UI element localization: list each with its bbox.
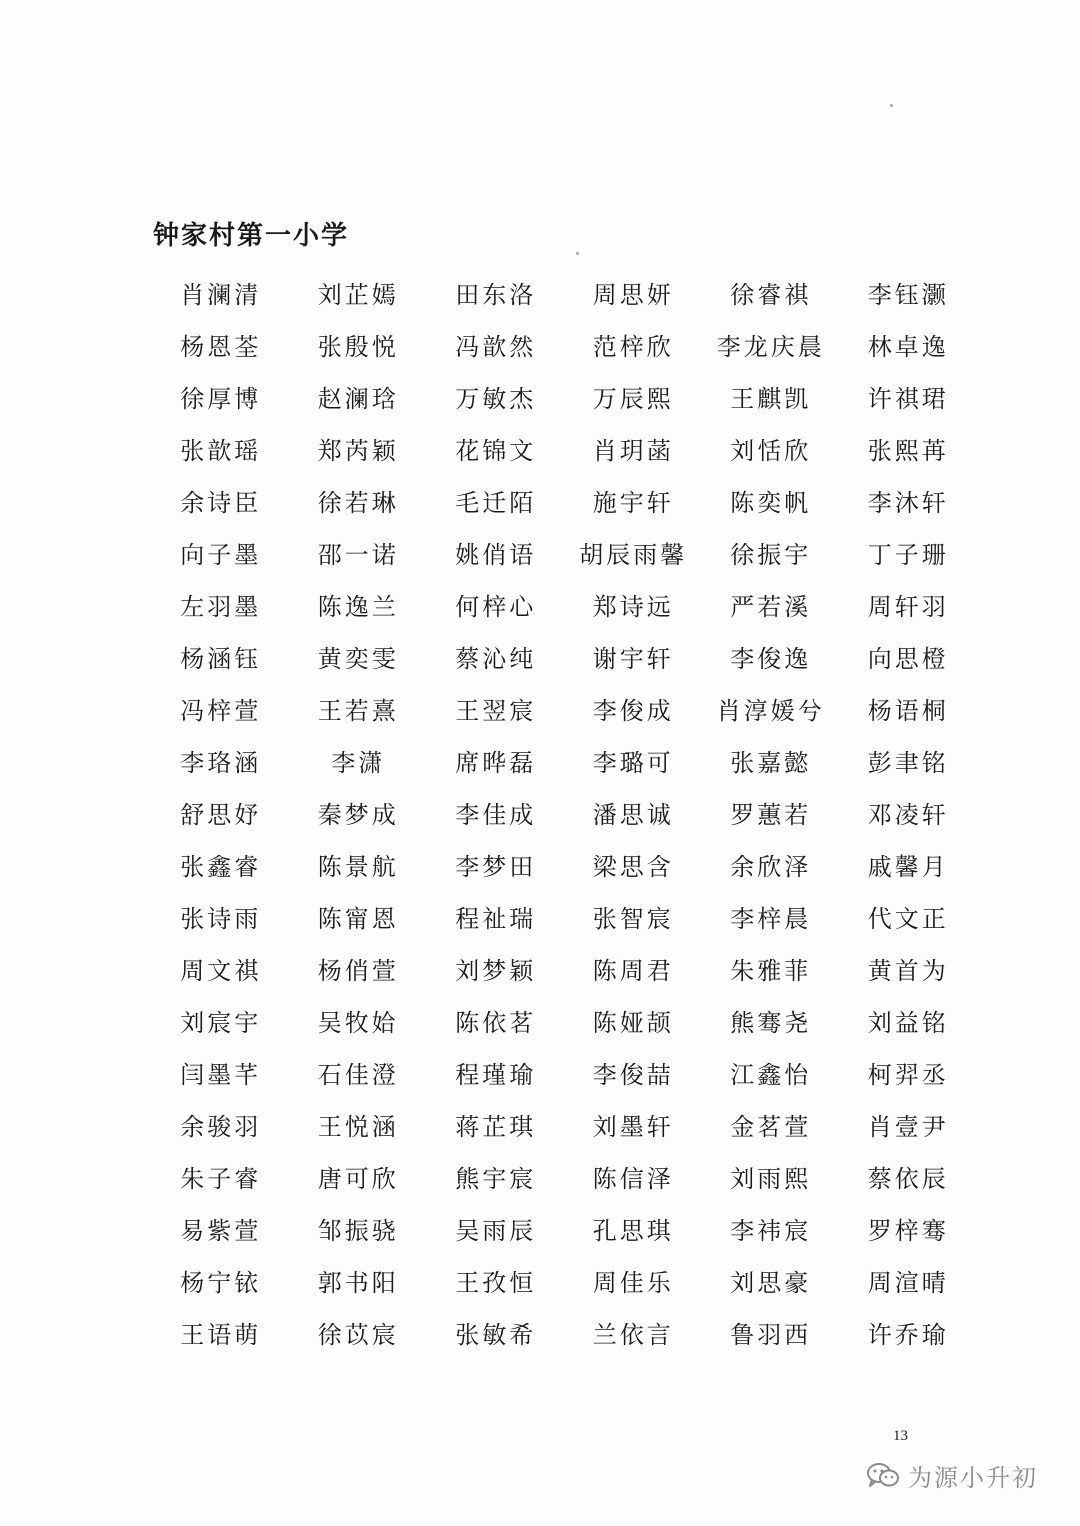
student-name: 陈周君 [592,956,674,985]
student-name: 田东洛 [455,280,537,309]
student-name: 朱雅菲 [730,956,812,985]
name-row [152,838,978,890]
student-name: 周文祺 [180,956,262,985]
name-row [152,1046,978,1098]
student-name: 余骏羽 [180,1112,262,1141]
student-name: 施宇轩 [592,488,674,517]
name-row [152,474,978,526]
name-row [152,1150,978,1202]
student-name: 郑芮颖 [317,436,399,465]
student-name: 花锦文 [455,436,537,465]
student-name: 姚俏语 [455,540,537,569]
student-name: 吴雨辰 [455,1216,537,1245]
student-name: 杨涵钰 [180,644,262,673]
student-name: 刘思豪 [730,1268,812,1297]
student-name: 胡辰雨馨 [579,540,688,569]
student-name: 向思橙 [867,644,949,673]
student-name: 李佳成 [455,800,537,829]
student-name: 范梓欣 [592,332,674,361]
student-name: 余诗臣 [180,488,262,517]
student-name: 刘益铭 [867,1008,949,1037]
student-name: 刘宸宇 [180,1008,262,1037]
name-row [152,422,978,474]
student-name: 左羽墨 [180,592,262,621]
student-name: 杨宁铱 [180,1268,262,1297]
student-name: 李钰灏 [867,280,949,309]
student-name: 李俊喆 [592,1060,674,1089]
student-name: 李梦田 [455,852,537,881]
student-name: 向子墨 [180,540,262,569]
school-heading: 钟家村第一小学 [153,221,350,251]
student-name: 许乔瑜 [867,1320,949,1349]
student-name: 秦梦成 [317,800,399,829]
student-name: 徐若琳 [317,488,399,517]
student-name: 肖壹尹 [867,1112,949,1141]
student-name: 周渲晴 [867,1268,949,1297]
student-name: 冯梓萱 [180,696,262,725]
student-name: 李梓晨 [730,904,812,933]
name-row [152,630,978,682]
student-name: 熊宇宸 [455,1164,537,1193]
watermark [866,1458,1038,1493]
name-row [152,578,978,630]
student-name: 兰依言 [592,1320,674,1349]
student-name: 严若溪 [730,592,812,621]
name-row [152,786,978,838]
student-name: 李祎宸 [730,1216,812,1245]
student-name: 席晔磊 [455,748,537,777]
name-row [152,890,978,942]
student-name: 李珞涵 [180,748,262,777]
student-name: 丁子珊 [867,540,949,569]
name-row [152,1202,978,1254]
student-name: 潘思诚 [592,800,674,829]
student-name: 万敏杰 [455,384,537,413]
name-row [152,994,978,1046]
student-name: 罗梓骞 [867,1216,949,1245]
student-name: 万辰熙 [592,384,674,413]
student-name: 蔡沁纯 [455,644,537,673]
name-row [152,1306,978,1358]
student-name: 张歆瑶 [180,436,262,465]
student-name: 郭书阳 [317,1268,399,1297]
student-name: 李龙庆晨 [716,332,825,361]
wechat-icon [866,1462,900,1490]
student-name: 王若熹 [317,696,399,725]
student-name: 梁思含 [592,852,674,881]
student-name: 杨俏萱 [317,956,399,985]
name-grid [152,266,978,1358]
student-name: 邵一诺 [317,540,399,569]
student-name: 杨恩荃 [180,332,262,361]
student-name: 蒋芷琪 [455,1112,537,1141]
student-name: 程祉瑞 [455,904,537,933]
student-name: 王麒凯 [730,384,812,413]
student-name: 郑诗远 [592,592,674,621]
student-name: 孔思琪 [592,1216,674,1245]
name-row [152,370,978,422]
student-name: 朱子睿 [180,1164,262,1193]
student-name: 黄首为 [867,956,949,985]
student-name: 陈逸兰 [317,592,399,621]
student-name: 肖澜清 [180,280,262,309]
page-number: 13 [893,1428,908,1444]
name-row [152,682,978,734]
student-name: 熊骞尧 [730,1008,812,1037]
student-name: 肖淳媛兮 [716,696,825,725]
scan-speck [890,104,893,107]
student-name: 王语萌 [180,1320,262,1349]
student-name: 邓凌轩 [867,800,949,829]
student-name: 何梓心 [455,592,537,621]
student-name: 张嘉懿 [730,748,812,777]
name-row [152,526,978,578]
student-name: 冯歆然 [455,332,537,361]
student-name: 刘梦颖 [455,956,537,985]
student-name: 刘芷嫣 [317,280,399,309]
student-name: 李沐轩 [867,488,949,517]
student-name: 陈甯恩 [317,904,399,933]
student-name: 易紫萱 [180,1216,262,1245]
student-name: 徐苡宸 [317,1320,399,1349]
student-name: 王翌宸 [455,696,537,725]
name-row [152,734,978,786]
student-name: 刘墨轩 [592,1112,674,1141]
name-row [152,942,978,994]
student-name: 张熙苒 [867,436,949,465]
student-name: 舒思妤 [180,800,262,829]
student-name: 陈娅颉 [592,1008,674,1037]
student-name: 徐睿祺 [730,280,812,309]
student-name: 柯羿丞 [867,1060,949,1089]
student-name: 林卓逸 [867,332,949,361]
student-name: 张诗雨 [180,904,262,933]
student-name: 许祺珺 [867,384,949,413]
name-row [152,1254,978,1306]
student-name: 肖玥菡 [592,436,674,465]
student-name: 张敏希 [455,1320,537,1349]
student-name: 李潇 [331,748,386,777]
scan-speck [576,252,579,255]
student-name: 刘雨熙 [730,1164,812,1193]
student-name: 邹振骁 [317,1216,399,1245]
student-name: 罗蕙若 [730,800,812,829]
student-name: 江鑫怡 [730,1060,812,1089]
student-name: 李俊成 [592,696,674,725]
name-row [152,318,978,370]
student-name: 周轩羽 [867,592,949,621]
student-name: 李俊逸 [730,644,812,673]
name-row [152,1098,978,1150]
student-name: 王悦涵 [317,1112,399,1141]
student-name: 唐可欣 [317,1164,399,1193]
student-name: 程瑾瑜 [455,1060,537,1089]
student-name: 余欣泽 [730,852,812,881]
student-name: 刘恬欣 [730,436,812,465]
student-name: 黄奕雯 [317,644,399,673]
student-name: 周思妍 [592,280,674,309]
student-name: 闫墨芊 [180,1060,262,1089]
student-name: 徐厚博 [180,384,262,413]
student-name: 周佳乐 [592,1268,674,1297]
student-name: 吴牧姶 [317,1008,399,1037]
student-name: 张智宸 [592,904,674,933]
student-name: 陈奕帆 [730,488,812,517]
student-name: 陈信泽 [592,1164,674,1193]
name-row [152,266,978,318]
student-name: 赵澜琀 [317,384,399,413]
student-name: 陈依茗 [455,1008,537,1037]
student-name: 张殷悦 [317,332,399,361]
student-name: 戚馨月 [867,852,949,881]
watermark-text: 为源小升初 [908,1464,1038,1492]
student-name: 彭聿铭 [867,748,949,777]
student-name: 鲁羽西 [730,1320,812,1349]
student-name: 徐振宇 [730,540,812,569]
student-name: 蔡依辰 [867,1164,949,1193]
student-name: 谢宇轩 [592,644,674,673]
student-name: 代文正 [867,904,949,933]
student-name: 张鑫睿 [180,852,262,881]
student-name: 毛迁陌 [455,488,537,517]
student-name: 陈景航 [317,852,399,881]
student-name: 杨语桐 [867,696,949,725]
student-name: 李璐可 [592,748,674,777]
student-name: 金茗萱 [730,1112,812,1141]
student-name: 石佳澄 [317,1060,399,1089]
student-name: 王孜恒 [455,1268,537,1297]
